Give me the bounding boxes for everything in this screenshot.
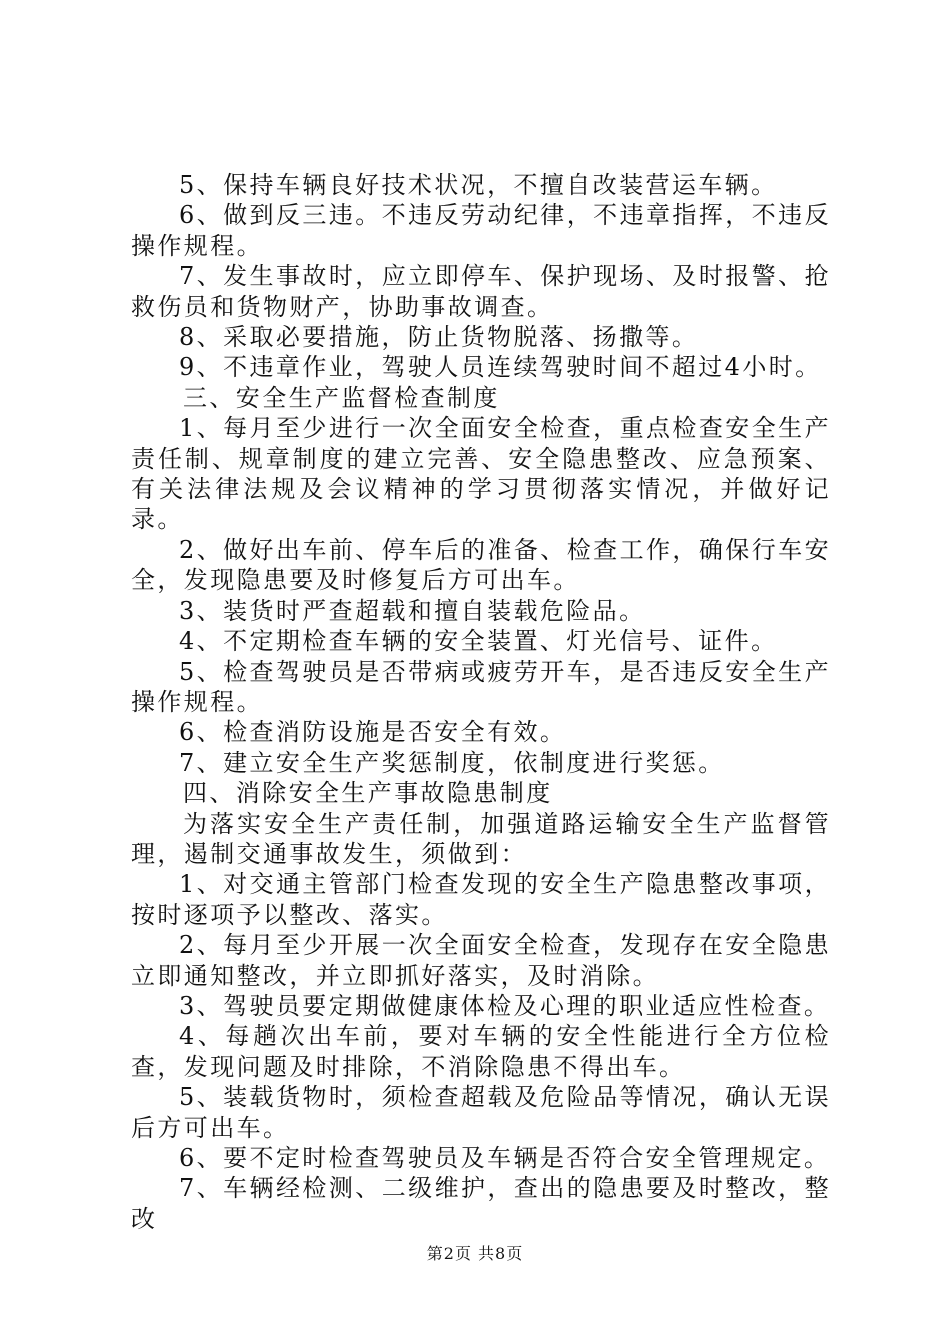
paragraph: 7、发生事故时，应立即停车、保护现场、及时报警、抢救伤员和货物财产，协助事故调查。: [131, 262, 831, 321]
paragraph: 4、每趟次出车前，要对车辆的安全性能进行全方位检查，发现问题及时排除，不消除隐患不得出车。: [131, 1022, 831, 1081]
paragraph: 6、做到反三违。不违反劳动纪律，不违章指挥，不违反操作规程。: [131, 201, 831, 260]
document-body: [131, 170, 831, 1234]
paragraph: 7、车辆经检测、二级维护，查出的隐患要及时整改，整改: [131, 1174, 831, 1233]
paragraph: 2、做好出车前、停车后的准备、检查工作，确保行车安全，发现隐患要及时修复后方可出车。: [131, 535, 831, 595]
paragraph: 2、每月至少开展一次全面安全检查，发现存在安全隐患立即通知整改，并立即抓好落实，及时消除。: [131, 931, 831, 990]
paragraph: 3、驾驶员要定期做健康体检及心理的职业适应性检查。: [179, 991, 831, 1020]
paragraph: 1、每月至少进行一次全面安全检查，重点检查安全生产责任制、规章制度的建立完善、安全隐患整改、应急预案、有关法律法规及会议精神的学习贯彻落实情况，并做好记录。: [131, 414, 831, 534]
section-heading: 四、消除安全生产事故隐患制度: [183, 779, 553, 808]
section-heading: 三、安全生产监督检查制度: [183, 383, 500, 412]
paragraph: 为落实安全生产责任制，加强道路运输安全生产监督管理，遏制交通事故发生，须做到：: [131, 809, 831, 868]
paragraph: 5、装载货物时，须检查超载及危险品等情况，确认无误后方可出车。: [131, 1083, 831, 1142]
paragraph: 8、采取必要措施，防止货物脱落、扬撒等。: [179, 323, 699, 352]
paragraph: 1、对交通主管部门检查发现的安全生产隐患整改事项，按时逐项予以整改、落实。: [131, 870, 831, 929]
page-number: 第2页 共8页: [426, 1244, 524, 1263]
paragraph: 7、建立安全生产奖惩制度，依制度进行奖惩。: [179, 748, 725, 777]
paragraph: 4、不定期检查车辆的安全装置、灯光信号、证件。: [179, 627, 778, 656]
paragraph: 6、检查消防设施是否安全有效。: [179, 718, 567, 747]
paragraph: 5、检查驾驶员是否带病或疲劳开车，是否违反安全生产操作规程。: [131, 657, 831, 716]
paragraph: 9、不违章作业，驾驶人员连续驾驶时间不超过4小时。: [179, 353, 822, 382]
paragraph: 6、要不定时检查驾驶员及车辆是否符合安全管理规定。: [179, 1144, 831, 1172]
paragraph: 3、装货时严查超载和擅自装载危险品。: [179, 596, 646, 625]
paragraph: 5、保持车辆良好技术状况，不擅自改装营运车辆。: [179, 171, 778, 199]
